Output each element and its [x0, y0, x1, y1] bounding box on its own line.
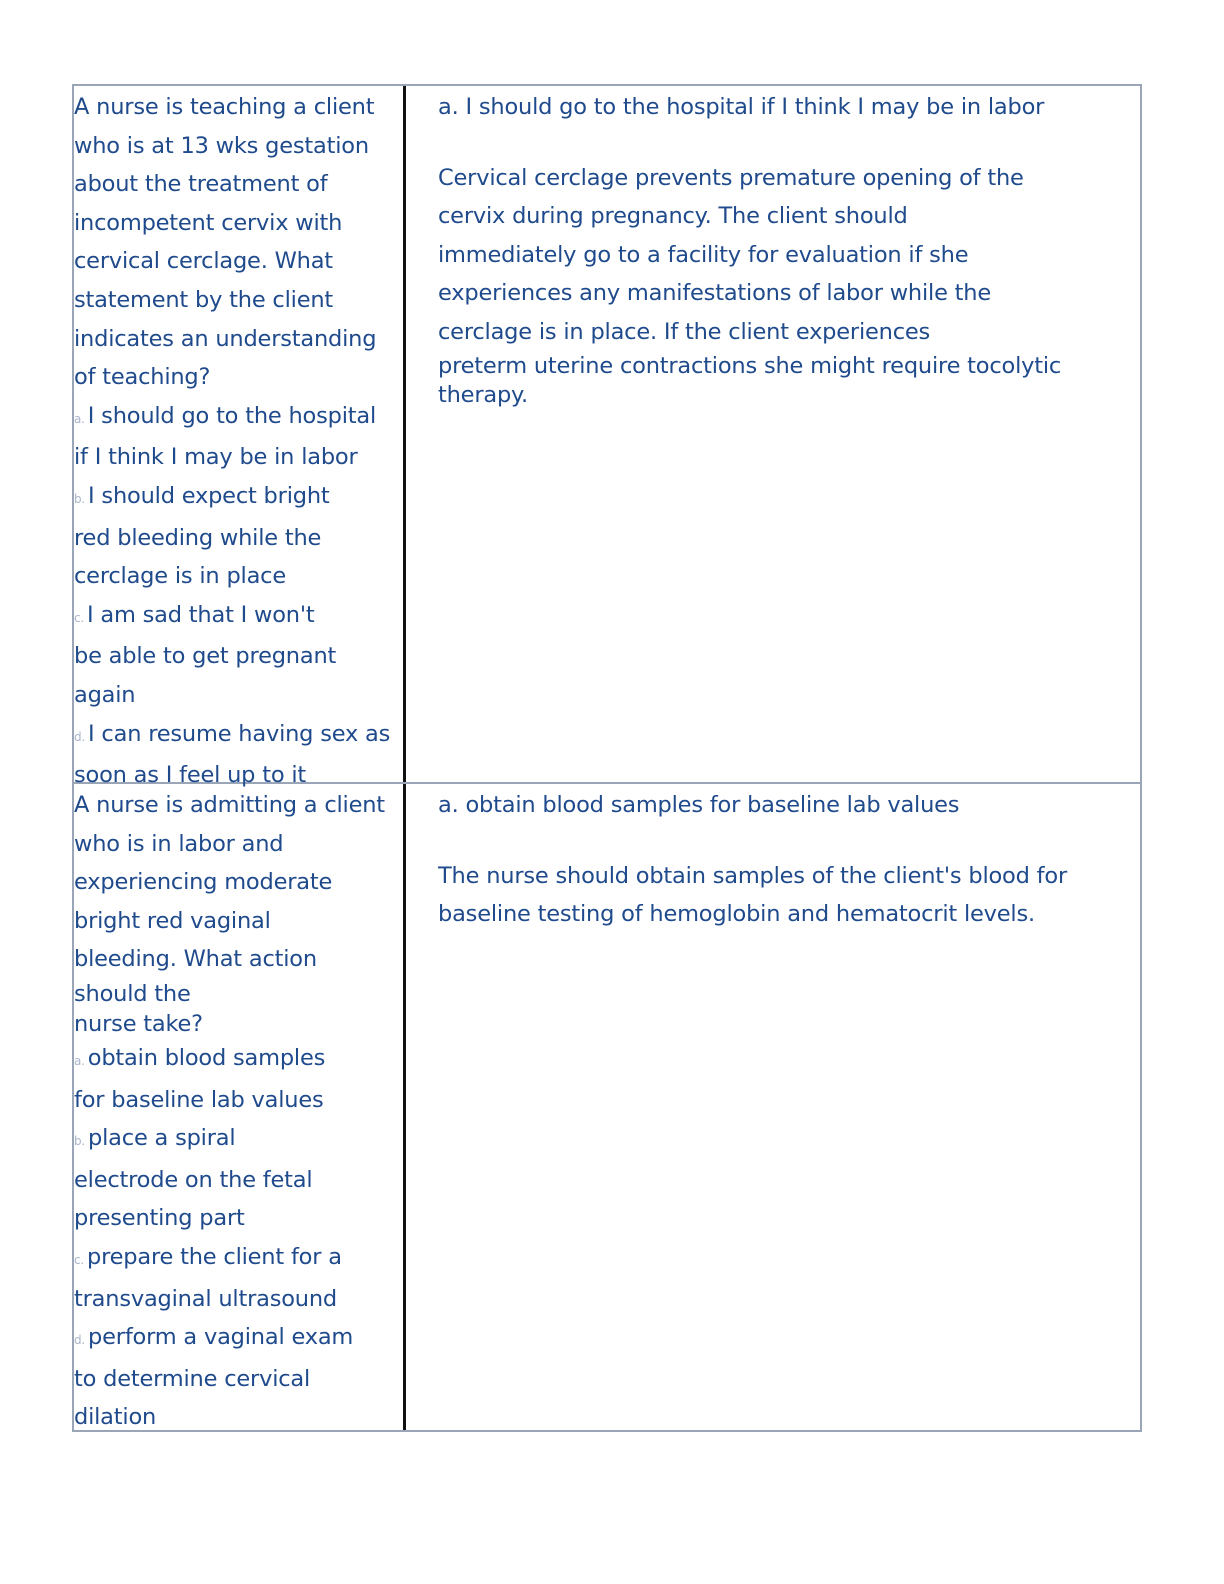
explanation-line: experiences any manifestations of labor while the — [438, 280, 991, 307]
option-marker: a. — [74, 1053, 85, 1068]
option-text: obtain blood samples — [87, 1044, 326, 1071]
option-marker: d. — [74, 1333, 86, 1348]
explanation-line: cervix during pregnancy. The client should — [438, 203, 908, 230]
option-text: I should go to the hospital — [87, 402, 377, 429]
question-line: indicates an understanding — [74, 325, 377, 352]
option-line: again — [74, 681, 136, 708]
question-line: A nurse is admitting a client — [74, 792, 385, 818]
option-d — [74, 715, 396, 757]
option-line: cerclage is in place — [74, 563, 286, 590]
option-line: be able to get pregnant — [74, 643, 337, 670]
option-text: place a spiral — [88, 1125, 236, 1152]
answer-text: a. obtain blood samples for baseline lab values — [438, 792, 960, 818]
option-marker: a. — [74, 411, 85, 426]
flashcard-row-2 — [74, 784, 1140, 1430]
question-line: incompetent cervix with — [74, 209, 343, 236]
option-text: prepare the client for a — [87, 1243, 342, 1270]
option-line: red bleeding while the — [74, 524, 322, 551]
option-line: for baseline lab values — [74, 1086, 324, 1113]
explanation-line: preterm uterine contractions she might require tocolytic therapy. — [438, 352, 1062, 408]
option-marker: c. — [74, 610, 85, 625]
question-line: who is in labor and — [74, 830, 284, 857]
explanation-line: cerclage is in place. If the client experiences — [438, 318, 931, 345]
option-a — [74, 1039, 396, 1081]
column-divider — [403, 784, 406, 1430]
option-text: perform a vaginal exam — [88, 1324, 354, 1351]
question-line: bleeding. What action — [74, 946, 317, 973]
question-line: about the treatment of — [74, 171, 328, 198]
option-marker: d. — [74, 729, 86, 744]
option-line: dilation — [74, 1404, 157, 1431]
column-divider — [403, 86, 406, 782]
option-text: I can resume having sex as — [88, 720, 391, 747]
option-line: soon as I feel up to it — [74, 762, 307, 789]
option-line: electrode on the fetal — [74, 1166, 313, 1193]
option-b — [74, 1119, 396, 1161]
answer-text: a. I should go to the hospital if I think I may be in labor — [438, 94, 1045, 120]
question-cell-1 — [74, 88, 396, 795]
option-c — [74, 1238, 396, 1280]
option-marker: b. — [74, 491, 86, 506]
option-d — [74, 1318, 396, 1360]
question-line: statement by the client — [74, 286, 334, 313]
flashcard-table — [72, 84, 1142, 1432]
question-line: nurse take? — [74, 1010, 203, 1037]
option-b — [74, 477, 396, 519]
option-line: presenting part — [74, 1205, 245, 1232]
option-text: I should expect bright — [88, 482, 330, 509]
answer-cell-1 — [438, 88, 1138, 410]
question-line: A nurse is teaching a client — [74, 94, 375, 120]
explanation-line: The nurse should obtain samples of the client's blood for — [438, 862, 1067, 889]
explanation-line: Cervical cerclage prevents premature opening of the — [438, 164, 1024, 191]
answer-cell-2 — [438, 786, 1138, 934]
option-text: I am sad that I won't — [87, 601, 315, 628]
option-line: to determine cervical — [74, 1365, 311, 1392]
option-c — [74, 596, 396, 638]
question-line: who is at 13 wks gestation — [74, 132, 369, 159]
question-line: cervical cerclage. What — [74, 248, 333, 275]
option-marker: b. — [74, 1134, 86, 1149]
question-line: of teaching? — [74, 364, 211, 391]
question-cell-2 — [74, 786, 396, 1437]
option-a — [74, 397, 396, 439]
option-marker: c. — [74, 1252, 85, 1267]
question-line: bright red vaginal — [74, 907, 271, 934]
explanation-line: immediately go to a facility for evaluation if she — [438, 241, 969, 268]
explanation-line: baseline testing of hemoglobin and hematocrit levels. — [438, 901, 1035, 928]
question-line: experiencing moderate — [74, 869, 333, 896]
option-line: transvaginal ultrasound — [74, 1285, 337, 1312]
question-line: should the — [74, 980, 191, 1007]
flashcard-row-1 — [74, 86, 1140, 789]
option-line: if I think I may be in labor — [74, 444, 358, 471]
